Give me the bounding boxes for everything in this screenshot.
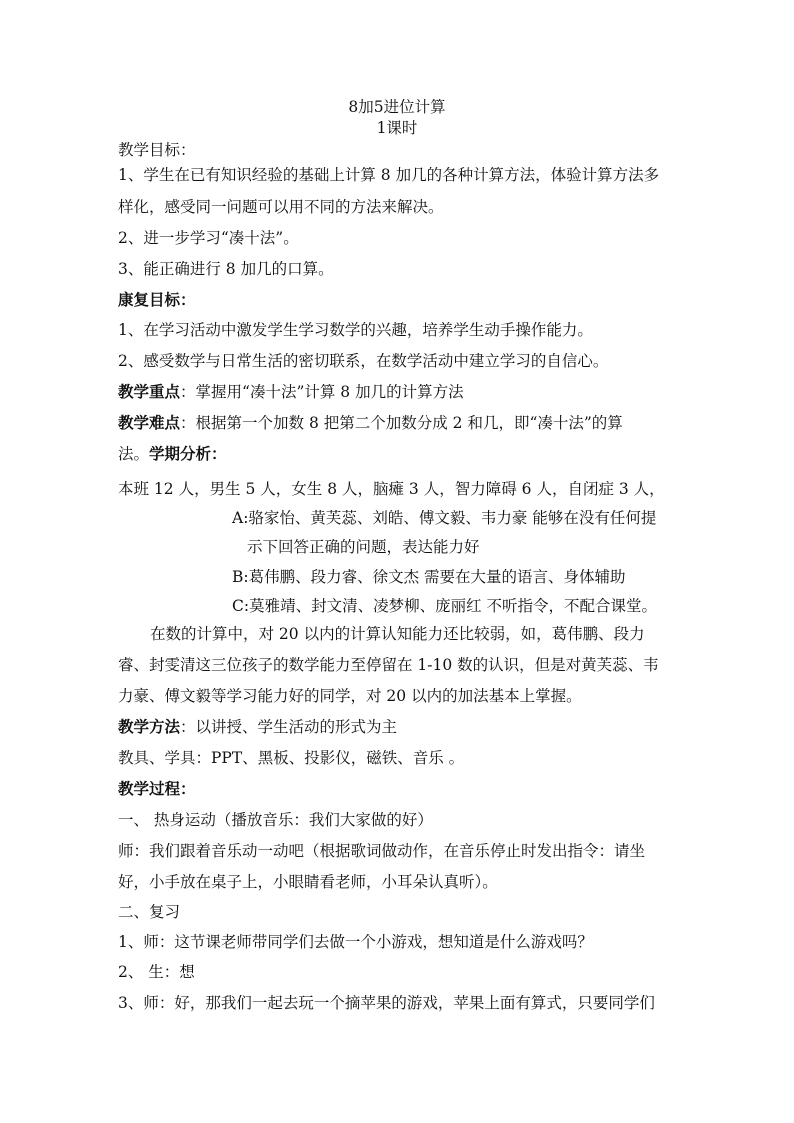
analysis-heading: 学期分析：: [149, 444, 227, 463]
rehab-heading: 康复目标：: [118, 290, 196, 309]
rehab-item: 1、在学习活动中激发学生学习数学的兴趣，培养学生动手操作能力。: [118, 321, 593, 339]
goal-item: 样化，感受同一问题可以用不同的方法来解决。: [118, 198, 444, 216]
review-item-3: 3、师：好，那我们一起去玩一个摘苹果的游戏，苹果上面有算式，只要同学们: [118, 994, 655, 1012]
group-c-line: C:莫雅靖、封文清、凌梦柳、庞丽红 不听指令，不配合课堂。: [232, 597, 658, 615]
difficulty-text-2: 法。: [118, 445, 150, 463]
tools-line: 教具、学具：PPT、黑板、投影仪，磁铁、音乐 。: [118, 749, 465, 767]
analysis-paragraph-2: 睿、封雯清这三位孩子的数学能力至停留在 1-10 数的认识，但是对黄芙蕊、韦: [118, 656, 659, 674]
group-a-line-2: 示下回答正确的问题，表达能力好: [247, 538, 480, 556]
class-summary: 本班 12 人，男生 5 人，女生 8 人，脑瘫 3 人，智力障碍 6 人，自闭症 3 人，: [118, 480, 665, 498]
method: [118, 717, 698, 737]
process-teacher-line-2: 好，小手放在桌子上，小眼睛看老师，小耳朵认真听）。: [118, 873, 498, 891]
group-b-line: B:葛伟鹏、段力睿、徐文杰 需要在大量的语言、身体辅助: [232, 568, 626, 586]
difficulty-label: 教学难点: [118, 413, 181, 432]
document-subtitle: 1课时: [376, 119, 418, 137]
rehab-item: 2、感受数学与日常生活的密切联系，在数学活动中建立学习的自信心。: [118, 352, 609, 370]
process-section-1: 一、 热身运动（播放音乐：我们大家做的好）: [118, 811, 433, 829]
goal-item: 1、学生在已有知识经验的基础上计算 8 加几的各种计算方法，体验计算方法多: [118, 166, 660, 184]
goal-item: 2、进一步学习“凑十法”。: [118, 229, 299, 247]
method-label: 教学方法: [118, 717, 181, 736]
method-text: ：以讲授、学生活动的形式为主: [180, 718, 398, 736]
difficulty-text: ：根据第一个加数 8 把第二个加数分成 2 和几，即“凑十法”的算: [180, 414, 623, 432]
process-section-2: 二、复习: [118, 903, 181, 921]
process-teacher-line-1: 师：我们跟着音乐动一动吧（根据歌词做动作，在音乐停止时发出指令：请坐: [118, 842, 646, 860]
difficulty-continued: [118, 444, 698, 464]
group-a-line-1: A:骆家怡、黄芙蕊、刘皓、傅文毅、韦力豪 能够在没有任何提: [232, 509, 657, 527]
difficulty: [118, 413, 698, 433]
goal-item: 3、能正确进行 8 加几的口算。: [118, 260, 334, 278]
key-point: [118, 382, 698, 402]
process-heading: 教学过程：: [118, 779, 196, 798]
key-point-label: 教学重点: [118, 382, 181, 401]
review-item-2: 2、 生：想: [118, 963, 195, 981]
analysis-paragraph-3: 力豪、傅文毅等学习能力好的同学，对 20 以内的加法基本上掌握。: [118, 687, 582, 705]
document-title: 8加5进位计算: [348, 98, 446, 116]
analysis-paragraph-1: 在数的计算中，对 20 以内的计算认知能力还比较弱，如，葛伟鹏、段力: [150, 625, 645, 643]
review-item-1: 1、师：这节课老师带同学们去做一个小游戏，想知道是什么游戏吗？: [118, 933, 593, 951]
goals-heading: 教学目标：: [118, 141, 196, 159]
key-point-text: ：掌握用“凑十法”计算 8 加几的计算方法: [180, 383, 464, 401]
